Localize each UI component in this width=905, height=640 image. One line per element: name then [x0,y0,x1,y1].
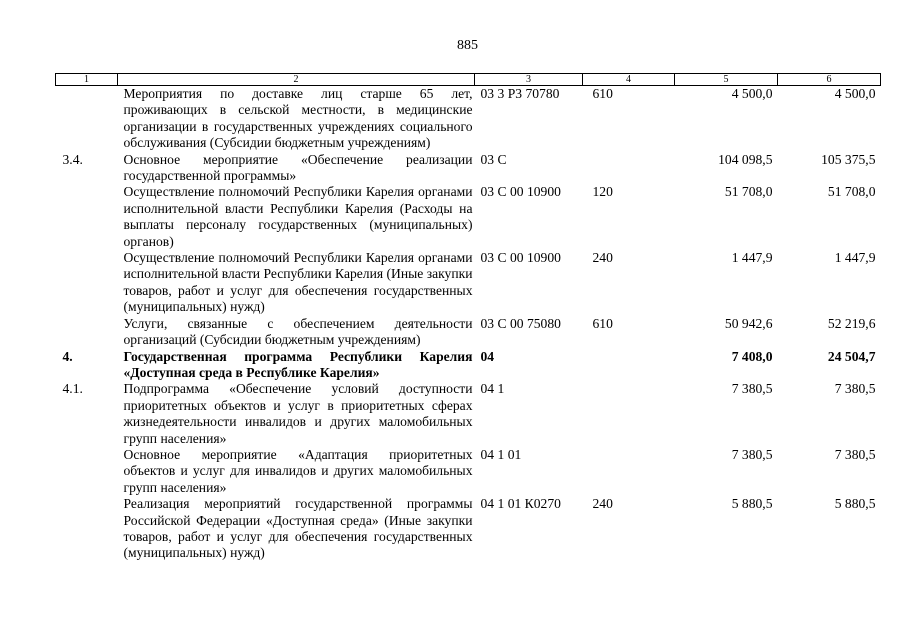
row-target-code: 03 3 Р3 70780 [480,86,560,101]
row-number [56,86,118,152]
budget-table [55,73,881,562]
row-name: Государственная программа Республики Карелия «Доступная среда в Республике Карелия» [123,348,473,380]
row-amount-2: 1 447,9 [834,250,876,266]
header-cell-6: 6 [778,74,881,86]
row-amount-1: 1 447,9 [731,250,773,266]
table-row [56,316,881,349]
row-amount-2: 4 500,0 [834,86,876,101]
table-body [56,86,881,562]
table-row [56,184,881,250]
row-amount-1: 104 098,5 [718,151,773,167]
row-name: Основное мероприятие «Обеспечение реализации государственной программы» [123,151,473,184]
row-number: 4. [62,348,73,364]
row-amount-1: 4 500,0 [731,86,773,101]
row-amount-1: 50 942,6 [724,315,773,331]
header-cell-5: 5 [675,74,778,86]
row-target-code: 03 С [480,151,507,167]
table-header [56,74,881,86]
row-target-code: 03 С 00 75080 [480,315,561,331]
row-target-code: 04 [480,348,495,364]
row-amount-2: 7 380,5 [834,381,876,397]
row-target-code: 04 1 [480,381,505,397]
row-target-code: 04 1 01 К0270 [480,496,561,512]
header-cell-1: 1 [56,74,118,86]
table-row [56,496,881,562]
row-target-code: 03 С 00 10900 [480,184,561,200]
row-number [56,496,118,562]
row-number [56,316,118,349]
row-target-code: 04 1 01 [480,446,522,462]
header-cell-2: 2 [118,74,475,86]
row-name: Мероприятия по доставке лиц старше 65 лет, проживающих в сельской местности, в медицинские организации в государственных учреждениях социального обслуживания (Субсидии бюджетным учреждениям) [123,86,473,151]
row-amount-2: 5 880,5 [834,496,876,512]
row-amount-2: 105 375,5 [821,151,876,167]
header-row [56,74,881,86]
row-amount-1: 5 880,5 [731,496,773,512]
row-amount-1: 7 408,0 [731,348,773,364]
header-cell-4: 4 [583,74,675,86]
header-cell-3: 3 [475,74,583,86]
row-expense-type: 120 [592,184,613,200]
row-name: Услуги, связанные с обеспечением деятельности организаций (Субсидии бюджетным учреждениям) [123,315,473,348]
row-target-code: 03 С 00 10900 [480,250,561,266]
page-number: 885 [457,38,478,53]
row-expense-type [583,447,675,496]
row-number [56,250,118,316]
row-number: 4.1. [62,381,83,397]
row-expense-type: 240 [592,250,613,266]
table-row [56,447,881,496]
row-number [56,447,118,496]
row-expense-type [583,381,675,447]
row-name: Осуществление полномочий Республики Карелия органами исполнительной власти Республики Карелия (Расходы на выплаты персоналу государственных (муниципальных) органов) [123,184,473,249]
row-name: Осуществление полномочий Республики Карелия органами исполнительной власти Республики Карелия (Иные закупки товаров, работ и услуг для обеспечения государственных (муниципальных) нужд) [123,250,473,315]
row-name: Основное мероприятие «Адаптация приоритетных объектов и услуг для инвалидов и других маломобильных групп населения» [123,446,473,495]
table-row [56,381,881,447]
row-amount-2: 52 219,6 [827,315,876,331]
row-amount-2: 51 708,0 [827,184,876,200]
table-row [56,250,881,316]
row-name: Подпрограмма «Обеспечение условий доступности приоритетных объектов и услуг в приоритетных сферах жизнедеятельности инвалидов и других маломобильных групп населения» [123,381,473,446]
row-expense-type: 610 [592,315,613,331]
row-expense-type [583,152,675,185]
row-number: 3.4. [62,151,83,167]
table-row [56,86,881,152]
row-expense-type: 610 [592,86,613,101]
row-number [56,184,118,250]
row-amount-2: 7 380,5 [834,446,876,462]
row-expense-type: 240 [592,496,613,512]
table-row [56,349,881,382]
row-amount-1: 51 708,0 [724,184,773,200]
row-expense-type [583,349,675,382]
row-amount-1: 7 380,5 [731,381,773,397]
row-name: Реализация мероприятий государственной программы Российской Федерации «Доступная среда» (Иные закупки товаров, работ и услуг для обеспечения государственных (муниципальных) нужд) [123,496,473,561]
row-amount-1: 7 380,5 [731,446,773,462]
table-row [56,152,881,185]
row-amount-2: 24 504,7 [827,348,876,364]
